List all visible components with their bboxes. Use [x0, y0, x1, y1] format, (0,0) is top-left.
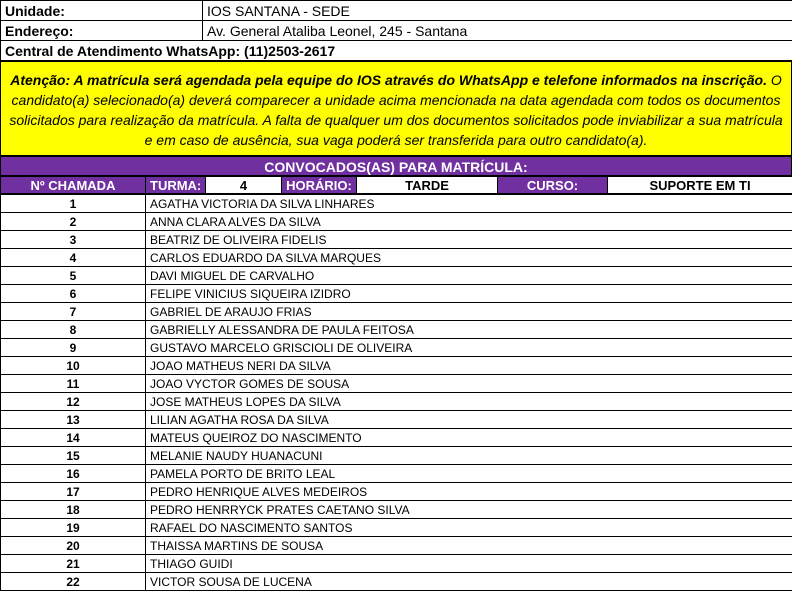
- candidate-name-cell[interactable]: VICTOR SOUSA DE LUCENA: [146, 573, 792, 591]
- list-title[interactable]: CONVOCADOS(AS) PARA MATRÍCULA:: [0, 156, 792, 176]
- candidate-name-cell[interactable]: PEDRO HENRRYCK PRATES CAETANO SILVA: [146, 501, 792, 519]
- call-number-cell[interactable]: 2: [1, 213, 146, 231]
- call-number-cell[interactable]: 4: [1, 249, 146, 267]
- candidate-name-cell[interactable]: PAMELA PORTO DE BRITO LEAL: [146, 465, 792, 483]
- unidade-value[interactable]: IOS SANTANA - SEDE: [203, 1, 792, 21]
- candidate-name-cell[interactable]: JOSE MATHEUS LOPES DA SILVA: [146, 393, 792, 411]
- call-number-cell[interactable]: 5: [1, 267, 146, 285]
- endereco-label[interactable]: Endereço:: [1, 21, 203, 41]
- attention-notice[interactable]: [0, 61, 792, 156]
- table-row: [1, 303, 792, 321]
- candidate-name-cell[interactable]: ANNA CLARA ALVES DA SILVA: [146, 213, 792, 231]
- endereco-row: [1, 21, 792, 41]
- table-row: [1, 429, 792, 447]
- call-number-cell[interactable]: 15: [1, 447, 146, 465]
- candidate-name-cell[interactable]: GUSTAVO MARCELO GRISCIOLI DE OLIVEIRA: [146, 339, 792, 357]
- turma-label[interactable]: TURMA:: [146, 177, 206, 194]
- horario-label[interactable]: HORÁRIO:: [282, 177, 357, 194]
- call-number-cell[interactable]: 1: [1, 195, 146, 213]
- unidade-label[interactable]: Unidade:: [1, 1, 203, 21]
- whatsapp-row: [1, 41, 792, 61]
- notice-bold-text: Atenção: A matrícula será agendada pela equipe do IOS através do WhatsApp e telefone informados na inscrição.: [10, 72, 767, 88]
- table-row: [1, 357, 792, 375]
- table-row: [1, 447, 792, 465]
- call-number-cell[interactable]: 13: [1, 411, 146, 429]
- candidate-name-cell[interactable]: RAFAEL DO NASCIMENTO SANTOS: [146, 519, 792, 537]
- call-number-cell[interactable]: 18: [1, 501, 146, 519]
- endereco-value[interactable]: Av. General Ataliba Leonel, 245 - Santana: [203, 21, 792, 41]
- curso-label[interactable]: CURSO:: [498, 177, 608, 194]
- unit-info-table: [0, 0, 792, 61]
- candidate-name-cell[interactable]: THIAGO GUIDI: [146, 555, 792, 573]
- table-row: [1, 537, 792, 555]
- table-row: [1, 195, 792, 213]
- candidate-name-cell[interactable]: MATEUS QUEIROZ DO NASCIMENTO: [146, 429, 792, 447]
- candidate-name-cell[interactable]: GABRIELLY ALESSANDRA DE PAULA FEITOSA: [146, 321, 792, 339]
- table-row: [1, 375, 792, 393]
- table-row: [1, 213, 792, 231]
- list-header-table: [0, 176, 792, 194]
- table-row: [1, 321, 792, 339]
- table-row: [1, 465, 792, 483]
- candidate-name-cell[interactable]: MELANIE NAUDY HUANACUNI: [146, 447, 792, 465]
- candidate-name-cell[interactable]: GABRIEL DE ARAUJO FRIAS: [146, 303, 792, 321]
- table-row: [1, 231, 792, 249]
- unidade-row: [1, 1, 792, 21]
- call-number-cell[interactable]: 9: [1, 339, 146, 357]
- table-row: [1, 393, 792, 411]
- candidates-table: [0, 194, 792, 591]
- candidate-name-cell[interactable]: FELIPE VINICIUS SIQUEIRA IZIDRO: [146, 285, 792, 303]
- table-row: [1, 249, 792, 267]
- candidate-name-cell[interactable]: JOAO MATHEUS NERI DA SILVA: [146, 357, 792, 375]
- call-number-cell[interactable]: 14: [1, 429, 146, 447]
- horario-value[interactable]: TARDE: [357, 177, 498, 194]
- whatsapp-contact[interactable]: Central de Atendimento WhatsApp: (11)2503-2617: [1, 41, 792, 61]
- call-number-cell[interactable]: 22: [1, 573, 146, 591]
- candidate-name-cell[interactable]: THAISSA MARTINS DE SOUSA: [146, 537, 792, 555]
- candidate-name-cell[interactable]: PEDRO HENRIQUE ALVES MEDEIROS: [146, 483, 792, 501]
- call-number-cell[interactable]: 16: [1, 465, 146, 483]
- table-row: [1, 267, 792, 285]
- turma-value[interactable]: 4: [206, 177, 282, 194]
- call-number-cell[interactable]: 6: [1, 285, 146, 303]
- candidates-body: [1, 195, 792, 591]
- table-row: [1, 411, 792, 429]
- candidate-name-cell[interactable]: DAVI MIGUEL DE CARVALHO: [146, 267, 792, 285]
- call-number-cell[interactable]: 12: [1, 393, 146, 411]
- candidate-name-cell[interactable]: BEATRIZ DE OLIVEIRA FIDELIS: [146, 231, 792, 249]
- table-row: [1, 519, 792, 537]
- list-header-row: [1, 177, 792, 194]
- candidate-name-cell[interactable]: LILIAN AGATHA ROSA DA SILVA: [146, 411, 792, 429]
- table-row: [1, 483, 792, 501]
- table-row: [1, 501, 792, 519]
- notice-text: O candidato(a) selecionado(a) deverá comparecer a unidade acima mencionada na data agendada com todos os documentos solicitados para realização da matrícula. A falta de qualquer um dos documentos solicitados pode inviabilizar a sua matrícula e em caso de ausência, sua vaga poderá ser transferida para outro candidato(a).: [9, 72, 783, 148]
- table-row: [1, 555, 792, 573]
- call-number-cell[interactable]: 21: [1, 555, 146, 573]
- call-number-cell[interactable]: 19: [1, 519, 146, 537]
- call-number-cell[interactable]: 20: [1, 537, 146, 555]
- candidate-name-cell[interactable]: CARLOS EDUARDO DA SILVA MARQUES: [146, 249, 792, 267]
- candidate-name-cell[interactable]: AGATHA VICTORIA DA SILVA LINHARES: [146, 195, 792, 213]
- call-number-cell[interactable]: 3: [1, 231, 146, 249]
- call-number-cell[interactable]: 17: [1, 483, 146, 501]
- column-chamada-header[interactable]: Nº CHAMADA: [1, 177, 146, 194]
- table-row: [1, 339, 792, 357]
- curso-value[interactable]: SUPORTE EM TI: [608, 177, 792, 194]
- call-number-cell[interactable]: 8: [1, 321, 146, 339]
- table-row: [1, 285, 792, 303]
- call-number-cell[interactable]: 10: [1, 357, 146, 375]
- candidate-name-cell[interactable]: JOAO VYCTOR GOMES DE SOUSA: [146, 375, 792, 393]
- call-number-cell[interactable]: 7: [1, 303, 146, 321]
- call-number-cell[interactable]: 11: [1, 375, 146, 393]
- table-row: [1, 573, 792, 591]
